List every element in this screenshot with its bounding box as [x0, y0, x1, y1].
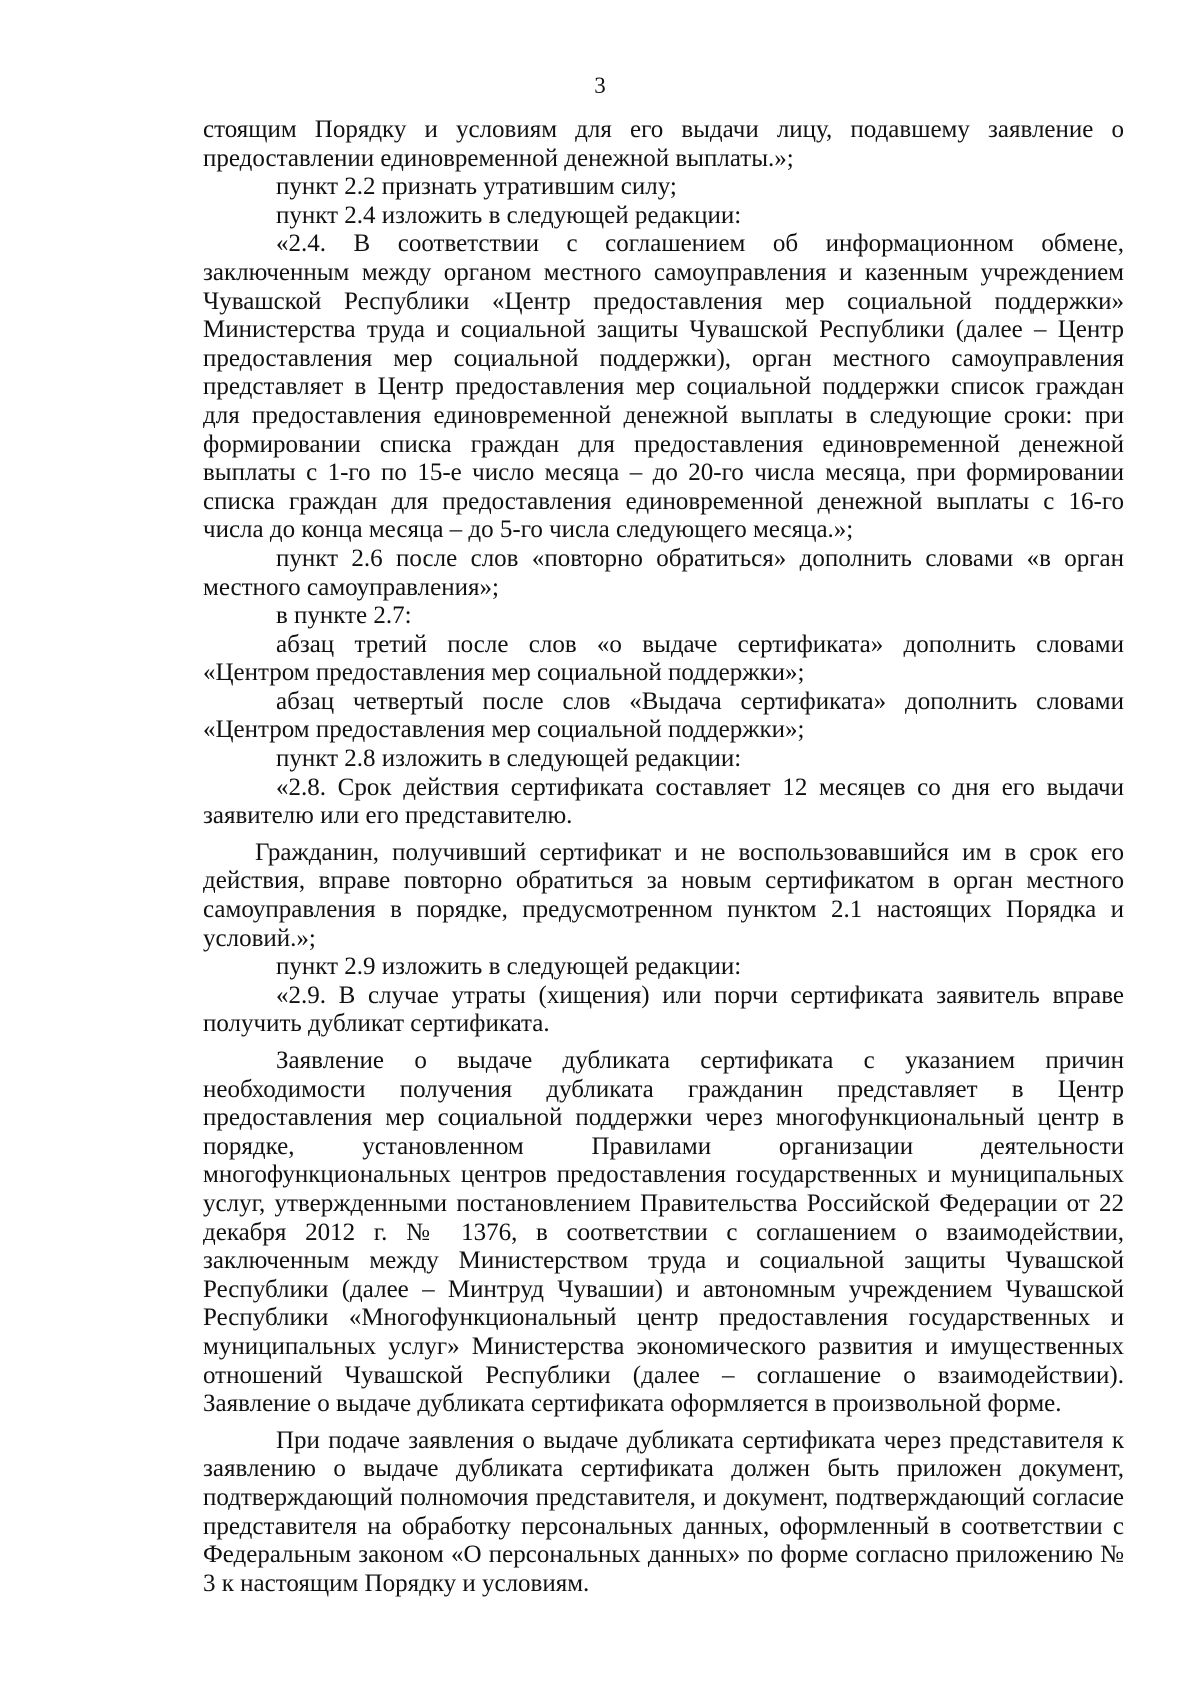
paragraph: «2.8. Срок действия сертификата составляет 12 месяцев со дня его выдачи заявителю или его представителю.: [203, 773, 1124, 830]
paragraph: Заявление о выдаче дубликата сертификата с указанием причин необходимости получения дубликата гражданин представляет в Центр предоставления мер социальной поддержки через многофункциональный центр в порядке, установленном Правилами организации деятельности многофункциональных центров предоставления государственных и муниципальных услуг, утвержденными постановлением Правительства Российской Федерации от 22 декабря 2012 г. № 1376, в соответствии с соглашением о взаимодействии, заключенным между Министерством труда и социальной защиты Чувашской Республики (далее – Минтруд Чувашии) и автономным учреждением Чувашской Республики «Многофункциональный центр предоставления государственных и муниципальных услуг» Министерства экономического развития и имущественных отношений Чувашской Республики (далее – соглашение о взаимодействии). Заявление о выдаче дубликата сертификата оформляется в произвольной форме.: [203, 1047, 1124, 1418]
page-number: 3: [594, 73, 606, 98]
paragraph: абзац третий после слов «о выдаче сертификата» дополнить словами «Центром предоставления мер социальной поддержки»;: [203, 630, 1124, 687]
paragraph: пункт 2.8 изложить в следующей редакции:: [276, 745, 742, 773]
paragraph: пункт 2.2 признать утратившим силу;: [276, 173, 677, 201]
paragraph: Гражданин, получивший сертификат и не воспользовавшийся им в срок его действия, вправе повторно обратиться за новым сертификатом в орган местного самоуправления в порядке, предусмотренном пунктом 2.1 настоящих Порядка и условий.»;: [203, 838, 1124, 952]
paragraph: в пункте 2.7:: [276, 602, 412, 630]
paragraph: абзац четвертый после слов «Выдача сертификата» дополнить словами «Центром предоставления мер социальной поддержки»;: [203, 687, 1124, 744]
paragraph: «2.4. В соответствии с соглашением об информационном обмене, заключенным между органом местного самоуправления и казенным учреждением Чувашской Республики «Центр предоставления мер социальной поддержки» Министерства труда и социальной защиты Чувашской Республики (далее – Центр предоставления мер социальной поддержки), орган местного самоуправления представляет в Центр предоставления мер социальной поддержки список граждан для предоставления единовременной денежной выплаты в следующие сроки: при формировании списка граждан для предоставления единовременной денежной выплаты с 1-го по 15-е число месяца – до 20-го числа месяца, при формировании списка граждан для предоставления единовременной денежной выплаты с 16-го числа до конца месяца – до 5-го числа следующего месяца.»;: [203, 230, 1124, 544]
paragraph: пункт 2.9 изложить в следующей редакции:: [276, 953, 742, 981]
document-body: [203, 116, 1124, 1598]
paragraph: «2.9. В случае утраты (хищения) или порчи сертификата заявитель вправе получить дубликат сертификата.: [203, 981, 1124, 1038]
paragraph: стоящим Порядку и условиям для его выдачи лицу, подавшему заявление о предоставлении единовременной денежной выплаты.»;: [203, 116, 1124, 172]
paragraph: пункт 2.4 изложить в следующей редакции:: [276, 201, 742, 229]
paragraph: При подаче заявления о выдаче дубликата сертификата через представителя к заявлению о выдаче дубликата сертификата должен быть приложен документ, подтверждающий полномочия представителя, и документ, подтверждающий согласие представителя на обработку персональных данных, оформленный в соответствии с Федеральным законом «О персональных данных» по форме согласно приложению № 3 к настоящим Порядку и условиям.: [203, 1426, 1124, 1597]
paragraph: пункт 2.6 после слов «повторно обратиться» дополнить словами «в орган местного самоуправления»;: [203, 544, 1124, 601]
